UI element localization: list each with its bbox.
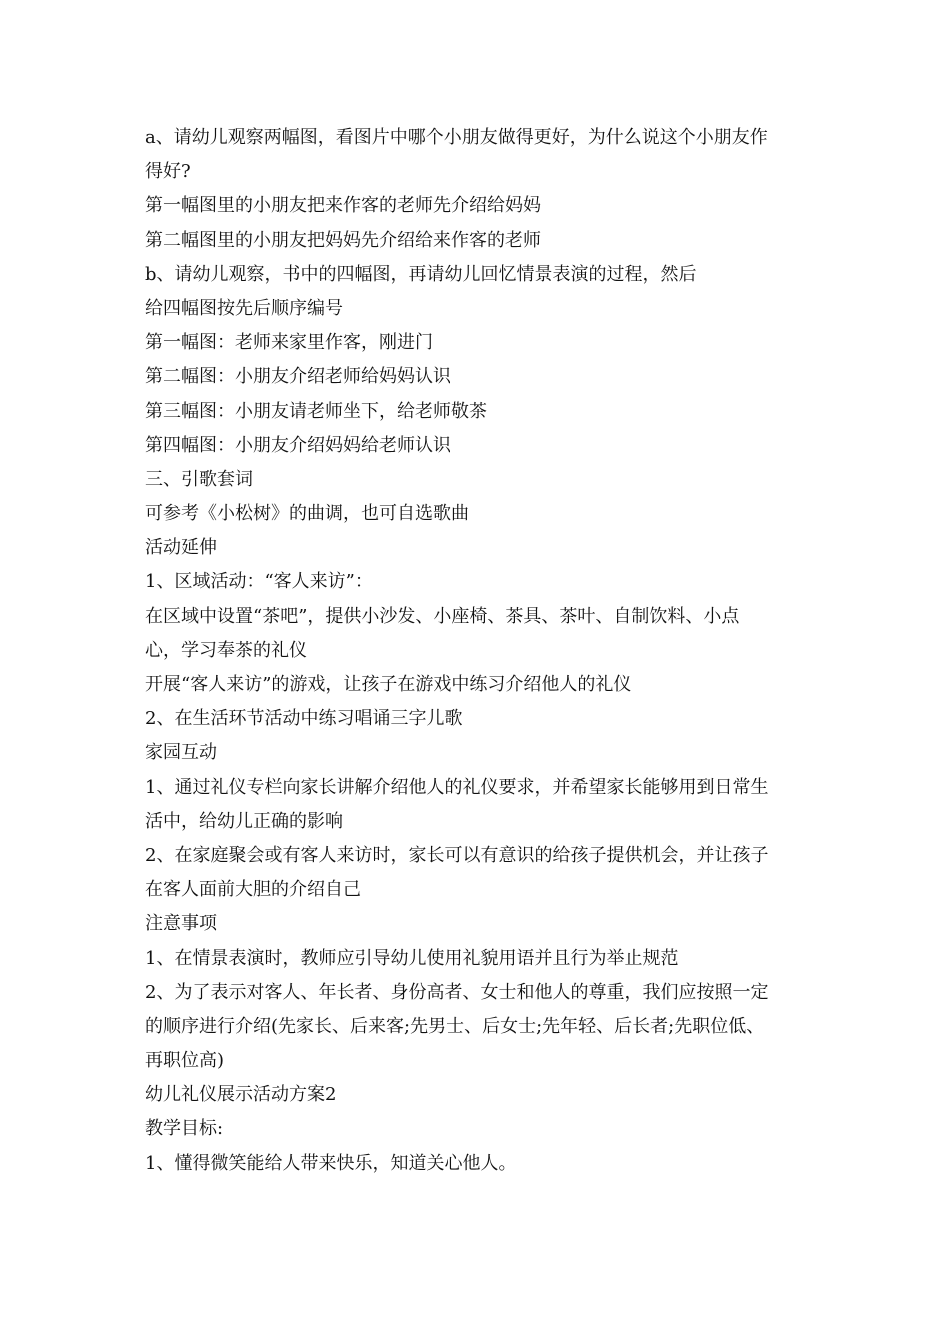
text-line: 1、区域活动：“客人来访”： (145, 571, 373, 593)
text-line: 的顺序进行介绍(先家长、后来客;先男士、后女士;先年轻、后长者;先职位低、 (145, 1015, 765, 1037)
text-line: 给四幅图按先后顺序编号 (145, 297, 343, 319)
text-line: 1、通过礼仪专栏向家长讲解介绍他人的礼仪要求，并希望家长能够用到日常生 (145, 776, 769, 798)
text-line: a、请幼儿观察两幅图，看图片中哪个小朋友做得更好，为什么说这个小朋友作 (145, 127, 768, 148)
section-heading: 活动延伸 (145, 537, 217, 559)
text-line: 2、在生活环节活动中练习唱诵三字儿歌 (145, 708, 463, 730)
section-heading: 家园互动 (145, 742, 217, 764)
section-heading: 三、引歌套词 (145, 468, 253, 490)
document-title: 幼儿礼仪展示活动方案2 (145, 1084, 337, 1106)
text-line: 开展“客人来访”的游戏，让孩子在游戏中练习介绍他人的礼仪 (145, 674, 632, 695)
text-line: 在区域中设置“茶吧”，提供小沙发、小座椅、茶具、茶叶、自制饮料、小点 (145, 605, 740, 627)
text-line: 在客人面前大胆的介绍自己 (145, 879, 361, 901)
text-line: 第四幅图：小朋友介绍妈妈给老师认识 (145, 434, 451, 456)
text-line: 活中，给幼儿正确的影响 (145, 810, 343, 832)
text-line: 再职位高) (145, 1050, 225, 1072)
document-body (145, 121, 810, 1181)
text-line: b、请幼儿观察，书中的四幅图，再请幼儿回忆情景表演的过程，然后 (145, 263, 697, 285)
text-line: 2、为了表示对客人、年长者、身份高者、女士和他人的尊重，我们应按照一定 (145, 981, 769, 1003)
text-line: 第二幅图里的小朋友把妈妈先介绍给来作客的老师 (145, 229, 541, 251)
text-line: 第二幅图：小朋友介绍老师给妈妈认识 (145, 366, 451, 388)
text-line: 得好? (145, 161, 191, 183)
section-heading: 教学目标: (145, 1118, 224, 1140)
text-line: 第一幅图：老师来家里作客，刚进门 (145, 332, 433, 354)
text-line: 1、懂得微笑能给人带来快乐，知道关心他人。 (145, 1152, 517, 1174)
section-heading: 注意事项 (145, 913, 217, 935)
text-line: 第三幅图：小朋友请老师坐下，给老师敬茶 (145, 400, 487, 422)
text-line: 第一幅图里的小朋友把来作客的老师先介绍给妈妈 (145, 195, 541, 217)
text-line: 2、在家庭聚会或有客人来访时，家长可以有意识的给孩子提供机会，并让孩子 (145, 844, 769, 866)
text-line: 1、在情景表演时，教师应引导幼儿使用礼貌用语并且行为举止规范 (145, 947, 679, 969)
text-line: 心，学习奉茶的礼仪 (145, 639, 307, 661)
text-line: 可参考《小松树》的曲调，也可自选歌曲 (145, 503, 469, 525)
